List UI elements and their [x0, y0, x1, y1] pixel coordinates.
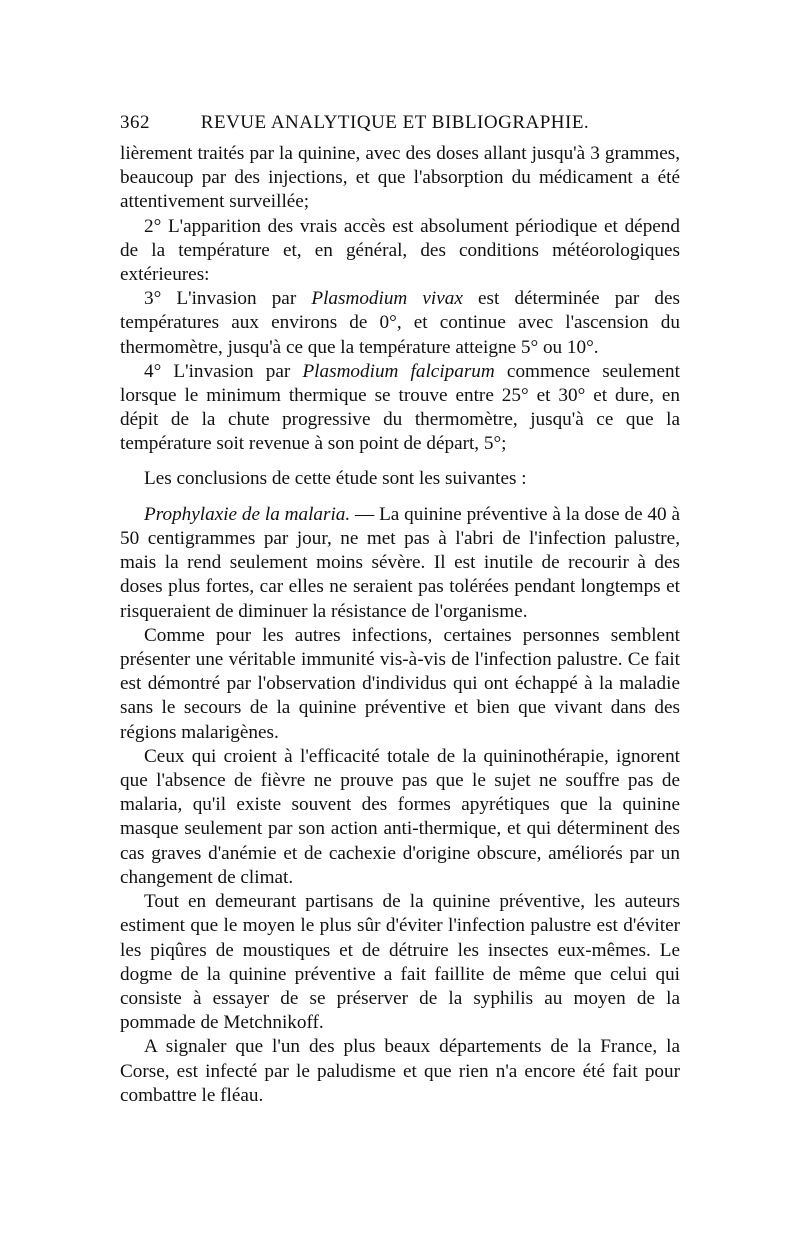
section-heading-prophylaxie: Prophylaxie de la malaria. [144, 503, 351, 525]
paragraph-prophylaxie [120, 503, 680, 624]
species-name-vivax: Plasmodium vivax [311, 288, 463, 310]
paragraph-4 [120, 360, 680, 457]
paragraph-conclusions-intro: Les conclusions de cette étude sont les suivantes : [144, 467, 527, 489]
paragraph-prophylaxie-rest: — La quinine préventive à la dose de 40 à 50 centigrammes par jour, ne met pas à l'abri de l'infection palustre, mais la rend seulement moins sévère. Il est inutile de recourir à des doses plus fortes, car elles ne seraient pas tolérées pendant longtemps et risqueraient de diminuer la résistance de l'organisme. [120, 503, 680, 622]
paragraph-immunite: Comme pour les autres infections, certaines personnes semblent présenter une véritable immunité vis-à-vis de l'infection palustre. Ce fait est démontré par l'observation d'individus qui ont échappé à la maladie sans le secours de la quinine préventive et bien que vivant dans des régions malarigènes. [120, 624, 680, 743]
species-name-falciparum: Plasmodium falciparum [302, 360, 495, 382]
paragraph-3-lead: 3° L'invasion par [144, 288, 312, 310]
page-number: 362 [120, 112, 150, 133]
paragraph-2: 2° L'apparition des vrais accès est absolument périodique et dépend de la température et, en général, des conditions météorologiques extérieures: [120, 215, 680, 286]
paragraph-moustiques: Tout en demeurant partisans de la quinine préventive, les auteurs estiment que le moyen le plus sûr d'éviter l'infection palustre est d'éviter les piqûres de moustiques et de détruire les insectes eux-mêmes. Le dogme de la quinine préventive a fait faillite de même que celui qui consiste à essayer de se préserver de la syphilis au moyen de la pommade de Metchnikoff. [120, 891, 680, 1034]
paragraph-3 [120, 287, 680, 360]
paragraph-corse: A signaler que l'un des plus beaux départements de la France, la Corse, est infecté par le paludisme et que rien n'a encore été fait pour combattre le fléau. [120, 1036, 680, 1106]
paragraph-4-lead: 4° L'invasion par [144, 360, 303, 382]
paragraph-4-rest: commence seulement lorsque le minimum thermique se trouve entre 25° et 30° et dure, en dépit de la chute progressive du thermomètre, jusqu'à ce que la température soit revenue à son point de départ, 5°; [120, 360, 680, 455]
running-title: REVUE ANALYTIQUE ET BIBLIOGRAPHIE. [200, 112, 590, 133]
running-header [120, 112, 680, 134]
body-text [120, 142, 680, 1108]
paragraph-quininotherapie: Ceux qui croient à l'efficacité totale de la quininothérapie, ignorent que l'absence de fièvre ne prouve pas que le sujet ne souffre pas de malaria, qu'il existe souvent des formes apyrétiques que la quinine masque seulement par son action anti-thermique, et qui déterminent des cas graves d'anémie et de cachexie d'origine obscure, améliorés par un changement de climat. [120, 745, 680, 888]
book-page [120, 112, 680, 1108]
paragraph-1: lièrement traités par la quinine, avec des doses allant jusqu'à 3 grammes, beaucoup par des injections, et que l'absorption du médicament a été attentivement surveillée; [120, 143, 680, 213]
paragraph-3-rest: est déterminée par des températures aux environs de 0°, et continue avec l'ascension du thermomètre, jusqu'à ce que la température atteigne 5° ou 10°. [120, 288, 681, 358]
